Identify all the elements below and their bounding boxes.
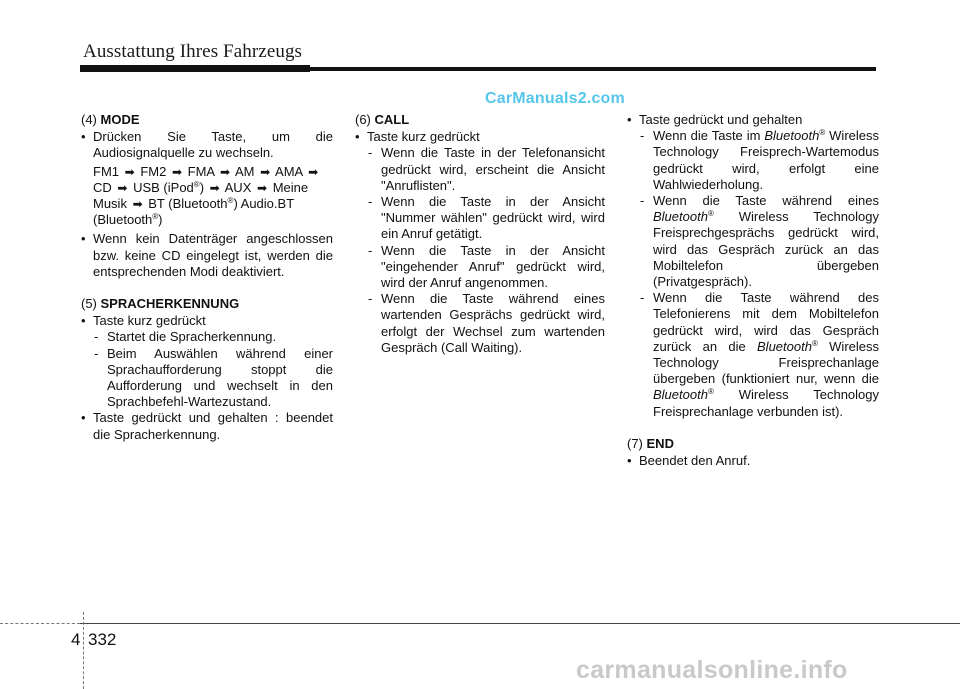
arrow-icon: ➡ [260,164,271,179]
dash-item: - Startet die Spracherkennung. [81,329,333,345]
section-label: SPRACHERKENNUNG [100,296,240,312]
mode-sequence [81,164,333,229]
column-3 [627,112,879,469]
registered-mark: ® [707,209,714,219]
mode-fm2: FM2 [140,163,167,179]
section-call-heading [355,112,605,128]
registered-mark: ® [707,387,714,397]
page-number: 332 [88,630,117,649]
bluetooth-word: Bluetooth [653,209,708,225]
text-run: Wireless Technology Freisprechanlage übergeben (funktioniert nur, wenn die [653,338,879,387]
watermark-carmanualsonline: carmanualsonline.info [576,656,848,684]
text-run: Wireless Technology Freisprech-Wartemodus gedrückt wird, erfolgt eine Wahlwiederholung. [653,128,879,192]
registered-mark: ® [193,179,200,189]
text-run: Wenn die Taste während eines [653,193,879,209]
chapter-number: 4 [71,630,81,649]
section-number: (6) [355,112,371,127]
text-run: Wireless Technology Freisprechgesprächs gedrückt wird, wird das Gespräch zurück an das Mobiltelefon übergeben (Privatgespräch). [653,209,879,290]
mode-bluetooth-end: ) [158,212,163,228]
footer-rule [0,623,960,624]
section-speech-heading [81,296,333,312]
column-2 [355,112,605,356]
bullet-item: • Beendet den Anruf. [627,453,879,469]
bullet-item: • Taste kurz gedrückt [81,313,333,329]
mode-cd: CD [93,179,112,195]
text-run: Wenn die Taste während des Telefonierens mit dem Mobiltelefon gedrückt wird, wird das Gespräch zurück an die [653,290,879,354]
section-label: END [646,435,674,451]
registered-mark: ® [227,196,234,206]
text-run: Wireless Technology Freisprechanlage verbunden ist). [653,387,879,419]
arrow-icon: ➡ [124,164,135,179]
dash-item: - Wenn die Taste in der Telefonansicht gedrückt wird, erscheint die Ansicht "Anruflisten". [355,145,605,194]
arrow-icon: ➡ [257,180,268,195]
dash-item: - Wenn die Taste in der Ansicht "Nummer wählen" gedrückt wird, wird ein Anruf getätigt. [355,194,605,243]
dash-item: - Wenn die Taste während eines wartenden Gesprächs gedrückt wird, erfolgt der Wechsel zum wartenden Gespräch (Call Waiting). [355,291,605,356]
bluetooth-word: Bluetooth [757,338,812,354]
arrow-icon: ➡ [308,164,319,179]
registered-mark: ® [819,128,826,138]
section-number: (5) [81,296,97,312]
column-1 [81,112,333,443]
page-header-title: Ausstattung Ihres Fahrzeugs [83,41,303,62]
mode-bluetooth: (Bluetooth [93,212,153,228]
dash-item: - Beim Auswählen während einer Sprachaufforderung stoppt die Aufforderung und wechselt in den Sprachbefehl-Wartezustand. [81,346,333,411]
mode-usb: USB (iPod [133,179,194,195]
bullet-item: • Wenn kein Datenträger angeschlossen bzw. keine CD eingelegt ist, werden die entsprechenden Modi deaktiviert. [81,231,333,280]
mode-fma: FMA [187,163,215,179]
bullet-item: • Taste kurz gedrückt [355,129,605,145]
registered-mark: ® [811,338,818,348]
arrow-icon: ➡ [132,197,143,212]
dash-item [627,290,879,420]
section-number: (7) [627,435,643,451]
watermark-carmanuals2: CarManuals2.com [485,90,625,107]
bluetooth-word: Bluetooth [764,128,820,144]
mode-ama: AMA [275,163,303,179]
arrow-icon: ➡ [219,164,231,179]
registered-mark: ® [152,212,159,222]
text-run: Wenn die Taste im [653,128,765,144]
arrow-icon: ➡ [117,180,128,195]
mode-fm1: FM1 [93,163,119,179]
section-label: MODE [100,112,140,127]
mode-meine: Meine [272,179,309,195]
mode-aux: AUX [224,179,252,195]
mode-am: AM [234,163,255,179]
bullet-item: • Taste gedrückt und gehalten [627,112,879,128]
bullet-item: • Taste gedrückt und gehalten : beendet die Spracherkennung. [81,410,333,442]
mode-bt: BT (Bluetooth [148,196,228,212]
mode-usb-end: ) [199,179,205,195]
section-number: (4) [81,112,97,127]
bullet-item: • Drücken Sie Taste, um die Audiosignalquelle zu wechseln. [81,129,333,161]
mode-musik: Musik [93,196,127,212]
section-end-heading [627,436,879,452]
footer-divider [83,612,84,689]
dash-item: - Wenn die Taste in der Ansicht "eingehender Anruf" gedrückt wird, wird der Anruf angenommen. [355,243,605,292]
section-mode-heading [81,112,333,128]
bluetooth-word: Bluetooth [653,387,708,403]
header-rule [80,67,876,71]
dash-item [627,128,879,193]
section-label: CALL [374,112,410,127]
arrow-icon: ➡ [171,164,182,179]
mode-bt-end: ) Audio.BT [233,196,295,212]
arrow-icon: ➡ [209,180,220,195]
dash-item [627,193,879,290]
